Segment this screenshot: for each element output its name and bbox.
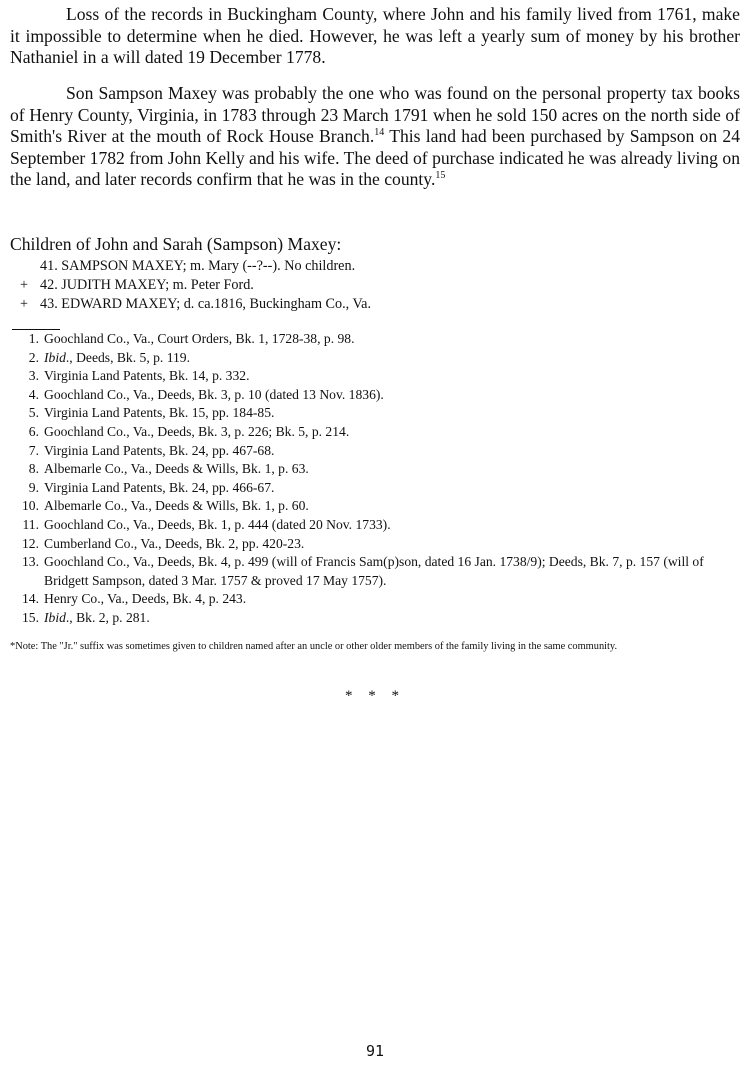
- child-item: [20, 295, 371, 314]
- footnote-number: 2.: [28, 349, 39, 365]
- children-list: [20, 257, 371, 314]
- footnote-number: 4.: [28, 386, 39, 402]
- child-text: 41. SAMPSON MAXEY; m. Mary (--?--). No children.: [40, 258, 356, 274]
- footnote-text: Albemarle Co., Va., Deeds & Wills, Bk. 1, p. 63.: [44, 461, 309, 477]
- footnote-number: 8.: [28, 461, 39, 477]
- footnote-text: Albemarle Co., Va., Deeds & Wills, Bk. 1, p. 60.: [44, 498, 309, 514]
- footnote-text: Virginia Land Patents, Bk. 24, pp. 466-67.: [44, 479, 275, 495]
- footnote-item: [14, 516, 742, 535]
- footnote-item: [14, 479, 742, 498]
- footnote-text: Virginia Land Patents, Bk. 14, p. 332.: [44, 368, 250, 384]
- footnote-number: 5.: [28, 405, 39, 421]
- footnote-number: 12.: [22, 535, 39, 551]
- footnote-item: [14, 442, 742, 461]
- footnote-item: [14, 423, 742, 442]
- footnote-item: [14, 460, 742, 479]
- footnote-text: Henry Co., Va., Deeds, Bk. 4, p. 243.: [44, 591, 247, 607]
- footnote-ref-15: 15: [435, 170, 446, 182]
- footnote-text: Cumberland Co., Va., Deeds, Bk. 2, pp. 420-23.: [44, 535, 305, 551]
- footnote-number: 1.: [28, 331, 39, 346]
- footnote-text: Virginia Land Patents, Bk. 24, pp. 467-68.: [44, 442, 275, 458]
- child-mark: +: [20, 296, 29, 312]
- footnote-item: [14, 386, 742, 405]
- footnote-item: [14, 553, 742, 590]
- footnote-number: 11.: [22, 516, 39, 532]
- paragraph-text: Son Sampson Maxey was probably the one who was found on the personal property tax books of Henry County, Virginia, in 1783 through 23 March 1791 when he sold 150 acres on the north side of Smith's River at the mouth of Rock House Branch.: [10, 83, 740, 147]
- footnote-text: Goochland Co., Va., Court Orders, Bk. 1, 1728-38, p. 98.: [44, 331, 355, 346]
- footnote-number: 10.: [22, 498, 39, 514]
- footnote-number: 15.: [22, 609, 39, 625]
- footnote-number: 6.: [28, 423, 39, 439]
- suffix-note: *Note: The "Jr." suffix was sometimes given to children named after an uncle or other older members of the family living in the same community.: [10, 641, 618, 652]
- child-item: [20, 257, 371, 276]
- footnote-item: [14, 330, 742, 349]
- footnote-item: [14, 590, 742, 609]
- paragraph-records-loss: Loss of the records in Buckingham County, where John and his family lived from 1761, make it impossible to determine when he died. However, he was left a yearly sum of money by his brother Nathaniel in a will dated 19 December 1778.: [10, 4, 740, 68]
- page-number: 91: [365, 1042, 385, 1060]
- section-separator: * * *: [345, 688, 405, 704]
- footnote-number: 9.: [28, 479, 39, 495]
- footnote-text: Virginia Land Patents, Bk. 15, pp. 184-85.: [44, 405, 275, 421]
- footnote-number: 3.: [28, 368, 39, 384]
- footnote-item: [14, 349, 742, 368]
- child-text: 43. EDWARD MAXEY; d. ca.1816, Buckingham Co., Va.: [40, 296, 372, 312]
- footnote-text: Goochland Co., Va., Deeds, Bk. 4, p. 499 (will of Francis Sam(p)son, dated 16 Jan. 1738/9); Deeds, Bk. 7, p. 157 (will of Bridgett Sampson, dated 3 Mar. 1757 & proved 17 May 1757).: [44, 554, 704, 588]
- footnote-text: Goochland Co., Va., Deeds, Bk. 3, p. 226; Bk. 5, p. 214.: [44, 423, 350, 439]
- footnote-text: Goochland Co., Va., Deeds, Bk. 3, p. 10 (dated 13 Nov. 1836).: [44, 386, 384, 402]
- footnote-number: 14.: [22, 591, 39, 607]
- footnote-item: [14, 535, 742, 554]
- footnote-italic: Ibid: [44, 349, 66, 365]
- footnote-italic: Ibid: [44, 609, 66, 625]
- footnote-number: 7.: [28, 442, 39, 458]
- footnote-text: Goochland Co., Va., Deeds, Bk. 1, p. 444 (dated 20 Nov. 1733).: [44, 516, 391, 532]
- footnote-number: 13.: [22, 554, 39, 570]
- paragraph-sampson-maxey: [10, 83, 740, 191]
- children-heading: Children of John and Sarah (Sampson) Maxey:: [10, 234, 342, 254]
- footnote-item: [14, 404, 742, 423]
- footnote-ref-14: 14: [374, 127, 385, 139]
- footnote-text: ., Deeds, Bk. 5, p. 119.: [65, 349, 191, 365]
- footnote-item: [14, 497, 742, 516]
- footnote-text: ., Bk. 2, p. 281.: [65, 609, 150, 625]
- child-item: [20, 276, 371, 295]
- child-text: 42. JUDITH MAXEY; m. Peter Ford.: [40, 277, 254, 293]
- footnote-item: [14, 367, 742, 386]
- child-mark: +: [20, 277, 29, 293]
- footnotes-list: [14, 330, 742, 628]
- paragraph-text: This land had been purchased by Sampson on 24 September 1782 from John Kelly and his wife. The deed of purchase indicated he was already living on the land, and later records confirm that he was in the county.: [10, 126, 740, 190]
- footnote-item: [14, 609, 742, 628]
